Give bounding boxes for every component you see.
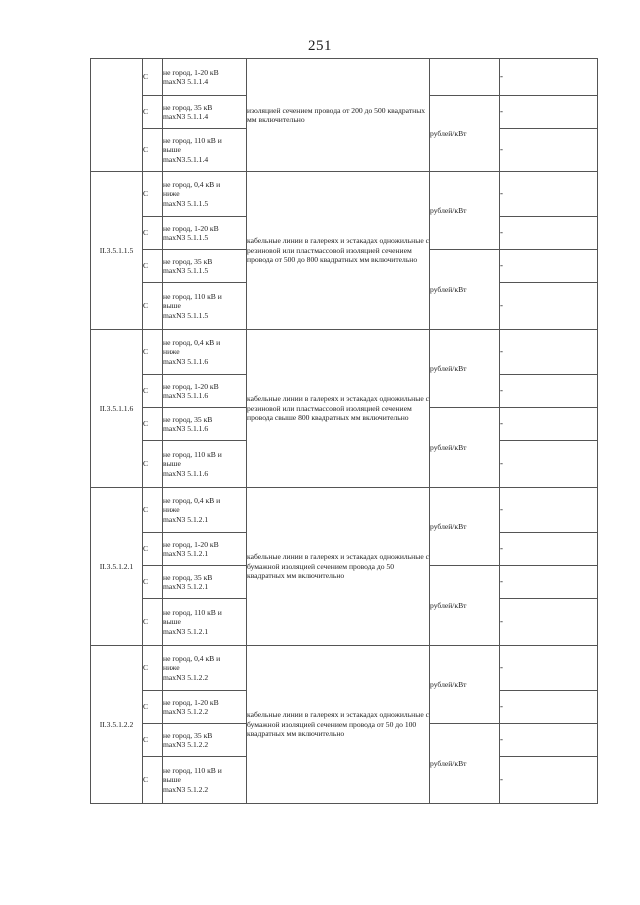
voltage-variant [163,408,247,441]
item-code [91,59,143,172]
variant-line: не город, 1-20 кВ [163,223,219,233]
variant-line: maxN3 5.1.1.6 [163,468,209,478]
value-cell: - [500,724,598,757]
category-letter: С [143,646,163,691]
page-number: 251 [308,38,332,54]
variant-line: maxN3 5.1.1.4 [163,112,209,121]
variant-line: ниже [163,347,180,357]
variant-line: ниже [163,663,180,673]
unit-cell: рублей/кВт [430,408,500,488]
variant-line: maxN3 5.1.2.2 [163,784,209,794]
variant-line: не город, 35 кВ [163,256,213,266]
variant-line: maxN3 5.1.1.6 [163,424,209,433]
voltage-variant [163,646,247,691]
unit-cell: рублей/кВт [430,566,500,646]
variant-line: не город, 1-20 кВ [163,381,219,391]
table-row [91,330,598,375]
variant-line: не город, 110 кВ и [163,765,222,775]
value-cell: - [500,757,598,804]
voltage-variant [163,599,247,646]
variant-line: не город, 110 кВ и [163,607,222,617]
value-cell: - [500,488,598,533]
value-cell: - [500,250,598,283]
value-cell: - [500,129,598,172]
value-cell: - [500,375,598,408]
voltage-variant [163,217,247,250]
variant-line: maxN3 5.1.1.5 [163,266,209,275]
variant-line: maxN3 5.1.1.5 [163,198,209,208]
voltage-variant [163,488,247,533]
voltage-variant [163,283,247,330]
variant-line: не город, 35 кВ [163,102,213,112]
variant-line: maxN3 5.1.1.6 [163,391,209,400]
cable-description: изоляцией сечением провода от 200 до 500 квадратных мм включительно [247,59,430,172]
cable-description: кабельные линии в галереях и эстакадах одножильные с резиновой или пластмассовой изоляцией сечением провода от 500 до 800 квадратных мм включительно [247,172,430,330]
cable-description: кабельные линии в галереях и эстакадах одножильные с бумажной изоляцией сечением провода до 50 квадратных мм включительно [247,488,430,646]
variant-line: maxN3 5.1.1.6 [163,356,209,366]
cable-description: кабельные линии в галереях и эстакадах одножильные с резиновой или пластмассовой изоляцией сечением провода свыше 800 квадратных мм включительно [247,330,430,488]
category-letter: С [143,408,163,441]
voltage-variant [163,533,247,566]
variant-line: maxN3 5.1.1.5 [163,310,209,320]
unit-cell: рублей/кВт [430,250,500,330]
variant-line: не город, 0,4 кВ и [163,337,221,347]
variant-line: выше [163,775,181,785]
category-letter: С [143,283,163,330]
voltage-variant [163,250,247,283]
item-code: II.3.5.1.1.6 [91,330,143,488]
variant-line: ниже [163,505,180,515]
variant-line: выше [163,301,181,311]
value-cell: - [500,691,598,724]
voltage-variant [163,96,247,129]
variant-line: не город, 110 кВ и [163,449,222,459]
value-cell: - [500,599,598,646]
voltage-variant [163,172,247,217]
unit-cell [430,59,500,96]
variant-line: maxN3 5.1.2.2 [163,672,209,682]
variant-line: выше [163,145,181,155]
item-code: II.3.5.1.2.1 [91,488,143,646]
cable-description: кабельные линии в галереях и эстакадах одножильные с бумажной изоляцией сечением провода от 50 до 100 квадратных мм включительно [247,646,430,804]
category-letter: С [143,533,163,566]
variant-line: не город, 110 кВ и [163,291,222,301]
unit-cell: рублей/кВт [430,646,500,724]
variant-line: выше [163,617,181,627]
variant-line: не город, 0,4 кВ и [163,495,221,505]
category-letter: С [143,599,163,646]
voltage-variant [163,330,247,375]
variant-line: не город, 1-20 кВ [163,67,219,77]
voltage-variant [163,375,247,408]
category-letter: С [143,757,163,804]
category-letter: С [143,217,163,250]
variant-line: maxN3 5.1.2.1 [163,626,209,636]
item-code: II.3.5.1.1.5 [91,172,143,330]
variant-line: не город, 0,4 кВ и [163,179,221,189]
voltage-variant [163,757,247,804]
voltage-variant [163,691,247,724]
variant-line: не город, 1-20 кВ [163,539,219,549]
variant-line: maxN3 5.1.2.2 [163,740,209,749]
category-letter: С [143,129,163,172]
voltage-variant [163,59,247,96]
category-letter: С [143,172,163,217]
value-cell: - [500,172,598,217]
value-cell: - [500,533,598,566]
voltage-variant [163,724,247,757]
variant-line: maxN3 5.1.2.1 [163,549,209,558]
unit-cell: рублей/кВт [430,330,500,408]
variant-line: не город, 35 кВ [163,572,213,582]
category-letter: С [143,250,163,283]
value-cell: - [500,566,598,599]
variant-line: не город, 1-20 кВ [163,697,219,707]
category-letter: С [143,59,163,96]
unit-cell: рублей/кВт [430,96,500,172]
category-letter: С [143,566,163,599]
item-code: II.3.5.1.2.2 [91,646,143,804]
value-cell: - [500,217,598,250]
value-cell: - [500,441,598,488]
value-cell: - [500,330,598,375]
value-cell: - [500,59,598,96]
unit-cell: рублей/кВт [430,172,500,250]
tariff-table [90,58,598,804]
unit-cell: рублей/кВт [430,724,500,804]
variant-line: maxN3 5.1.1.5 [163,233,209,242]
value-cell: - [500,646,598,691]
table-row [91,646,598,691]
category-letter: С [143,330,163,375]
unit-cell: рублей/кВт [430,488,500,566]
value-cell: - [500,96,598,129]
variant-line: выше [163,459,181,469]
category-letter: С [143,441,163,488]
variant-line: не город, 35 кВ [163,414,213,424]
category-letter: С [143,96,163,129]
table-row [91,172,598,217]
voltage-variant [163,566,247,599]
variant-line: не город, 0,4 кВ и [163,653,221,663]
category-letter: С [143,724,163,757]
category-letter: С [143,691,163,724]
table-row [91,488,598,533]
variant-line: maxN3 5.1.1.4 [163,77,209,86]
category-letter: С [143,375,163,408]
variant-line: maxN3.5.1.1.4 [163,154,209,164]
voltage-variant [163,129,247,172]
variant-line: maxN3 5.1.2.1 [163,514,209,524]
voltage-variant [163,441,247,488]
value-cell: - [500,408,598,441]
variant-line: не город, 35 кВ [163,730,213,740]
variant-line: не город, 110 кВ и [163,135,222,145]
variant-line: maxN3 5.1.2.2 [163,707,209,716]
variant-line: ниже [163,189,180,199]
category-letter: С [143,488,163,533]
variant-line: maxN3 5.1.2.1 [163,582,209,591]
table-row [91,59,598,96]
value-cell: - [500,283,598,330]
